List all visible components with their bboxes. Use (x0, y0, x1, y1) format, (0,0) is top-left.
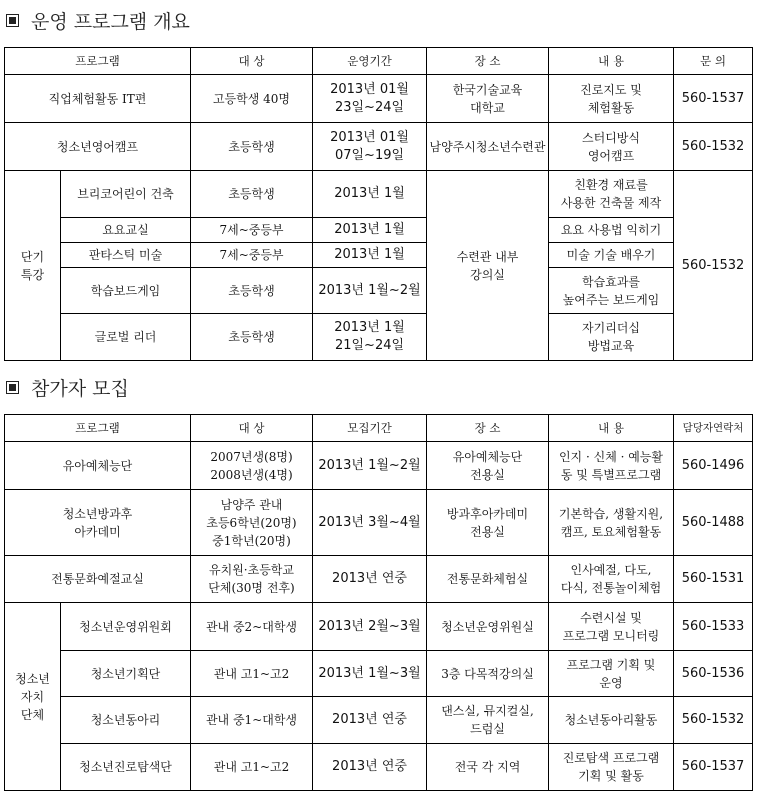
header-contact: 문 의 (674, 48, 753, 75)
content-cell: 미술 기술 배우기 (549, 243, 674, 268)
section1-heading (6, 3, 190, 37)
table-row (5, 744, 753, 791)
content-cell: 요요 사용법 익히기 (549, 218, 674, 243)
period-cell: 2013년 1월 (313, 243, 427, 268)
header-place: 장 소 (427, 415, 549, 442)
period-cell: 2013년 연중 (313, 556, 427, 603)
program-cell: 직업체험활동 IT편 (5, 75, 191, 123)
table-row (5, 697, 753, 744)
contact-cell: 560-1496 (674, 442, 753, 490)
header-place: 장 소 (427, 48, 549, 75)
black-square-bullet-icon (6, 14, 19, 27)
content-cell: 진로지도 및 체험활동 (549, 75, 674, 123)
period-cell: 2013년 01월 07일~19일 (313, 123, 427, 171)
content-cell: 학습효과를 높여주는 보드게임 (549, 268, 674, 314)
content-cell: 자기리더십 방법교육 (549, 314, 674, 361)
target-cell: 남양주 관내 초등6학년(20명) 중1학년(20명) (191, 490, 313, 556)
header-content: 내 용 (549, 415, 674, 442)
black-square-bullet-icon (6, 381, 19, 394)
content-cell: 인사예절, 다도, 다식, 전통놀이체험 (549, 556, 674, 603)
target-cell: 7세~중등부 (191, 218, 313, 243)
contact-cell: 560-1531 (674, 556, 753, 603)
target-cell: 초등학생 (191, 171, 313, 218)
header-target: 대 상 (191, 415, 313, 442)
contact-cell: 560-1537 (674, 75, 753, 123)
content-cell: 인지 · 신체 · 예능활 동 및 특별프로그램 (549, 442, 674, 490)
place-cell: 수련관 내부 강의실 (427, 171, 549, 361)
contact-cell: 560-1537 (674, 744, 753, 791)
contact-cell: 560-1532 (674, 697, 753, 744)
contact-cell: 560-1488 (674, 490, 753, 556)
program-cell: 브리코어린이 건축 (61, 171, 191, 218)
content-cell: 수련시설 및 프로그램 모니터링 (549, 603, 674, 651)
header-content: 내 용 (549, 48, 674, 75)
program-overview-table (4, 47, 753, 361)
program-cell: 청소년진로탐색단 (61, 744, 191, 791)
target-cell: 2007년생(8명) 2008년생(4명) (191, 442, 313, 490)
contact-cell: 560-1533 (674, 603, 753, 651)
table-row (5, 171, 753, 218)
period-cell: 2013년 1월 21일~24일 (313, 314, 427, 361)
group-label-cell: 청소년 자치 단체 (5, 603, 61, 791)
header-target: 대 상 (191, 48, 313, 75)
table-row (5, 603, 753, 651)
content-cell: 친환경 재료를 사용한 건축물 제작 (549, 171, 674, 218)
contact-cell: 560-1532 (674, 123, 753, 171)
program-cell: 판타스틱 미술 (61, 243, 191, 268)
header-period: 운영기간 (313, 48, 427, 75)
program-cell: 청소년동아리 (61, 697, 191, 744)
header-period: 모집기간 (313, 415, 427, 442)
period-cell: 2013년 01월 23일~24일 (313, 75, 427, 123)
target-cell: 초등학생 (191, 314, 313, 361)
period-cell: 2013년 연중 (313, 697, 427, 744)
place-cell: 전국 각 지역 (427, 744, 549, 791)
section2-title: 참가자 모집 (31, 377, 129, 400)
target-cell: 7세~중등부 (191, 243, 313, 268)
program-cell: 청소년운영위원회 (61, 603, 191, 651)
table-header-row (5, 415, 753, 442)
content-cell: 프로그램 기획 및 운영 (549, 651, 674, 697)
period-cell: 2013년 1월~2월 (313, 442, 427, 490)
table-row (5, 243, 753, 268)
participant-recruitment-table (4, 414, 753, 791)
target-cell: 초등학생 (191, 268, 313, 314)
content-cell: 청소년동아리활동 (549, 697, 674, 744)
section2-heading (6, 370, 129, 404)
table-row (5, 490, 753, 556)
target-cell: 초등학생 (191, 123, 313, 171)
program-cell: 청소년방과후 아카데미 (5, 490, 191, 556)
content-cell: 진로탐색 프로그램 기획 및 활동 (549, 744, 674, 791)
table-header-row (5, 48, 753, 75)
target-cell: 유치원·초등학교 단체(30명 전후) (191, 556, 313, 603)
table-row (5, 442, 753, 490)
target-cell: 고등학생 40명 (191, 75, 313, 123)
target-cell: 관내 중2~대학생 (191, 603, 313, 651)
program-cell: 전통문화예절교실 (5, 556, 191, 603)
place-cell: 한국기술교육 대학교 (427, 75, 549, 123)
table-row (5, 651, 753, 697)
header-program: 프로그램 (5, 415, 191, 442)
program-cell: 유아예체능단 (5, 442, 191, 490)
header-program: 프로그램 (5, 48, 191, 75)
place-cell: 남양주시청소년수련관 (427, 123, 549, 171)
content-cell: 스터디방식 영어캠프 (549, 123, 674, 171)
table-row (5, 314, 753, 361)
program-cell: 청소년영어캠프 (5, 123, 191, 171)
group-label-cell: 단기 특강 (5, 171, 61, 361)
period-cell: 2013년 1월~2월 (313, 268, 427, 314)
program-cell: 학습보드게임 (61, 268, 191, 314)
contact-cell: 560-1536 (674, 651, 753, 697)
table-row (5, 123, 753, 171)
period-cell: 2013년 1월 (313, 218, 427, 243)
place-cell: 방과후아카데미 전용실 (427, 490, 549, 556)
place-cell: 3층 다목적강의실 (427, 651, 549, 697)
table-row (5, 218, 753, 243)
program-cell: 청소년기획단 (61, 651, 191, 697)
contact-cell: 560-1532 (674, 171, 753, 361)
program-cell: 글로벌 리더 (61, 314, 191, 361)
target-cell: 관내 중1~대학생 (191, 697, 313, 744)
target-cell: 관내 고1~고2 (191, 651, 313, 697)
place-cell: 댄스실, 뮤지컬실, 드럼실 (427, 697, 549, 744)
content-cell: 기본학습, 생활지원, 캠프, 토요체험활동 (549, 490, 674, 556)
table-row (5, 556, 753, 603)
table-row (5, 75, 753, 123)
period-cell: 2013년 1월 (313, 171, 427, 218)
place-cell: 전통문화체험실 (427, 556, 549, 603)
period-cell: 2013년 3월~4월 (313, 490, 427, 556)
target-cell: 관내 고1~고2 (191, 744, 313, 791)
program-cell: 요요교실 (61, 218, 191, 243)
header-contact: 담당자연락처 (674, 415, 753, 442)
period-cell: 2013년 연중 (313, 744, 427, 791)
section1-title: 운영 프로그램 개요 (31, 10, 190, 33)
period-cell: 2013년 2월~3월 (313, 603, 427, 651)
place-cell: 유아예체능단 전용실 (427, 442, 549, 490)
period-cell: 2013년 1월~3월 (313, 651, 427, 697)
table-row (5, 268, 753, 314)
place-cell: 청소년운영위원실 (427, 603, 549, 651)
